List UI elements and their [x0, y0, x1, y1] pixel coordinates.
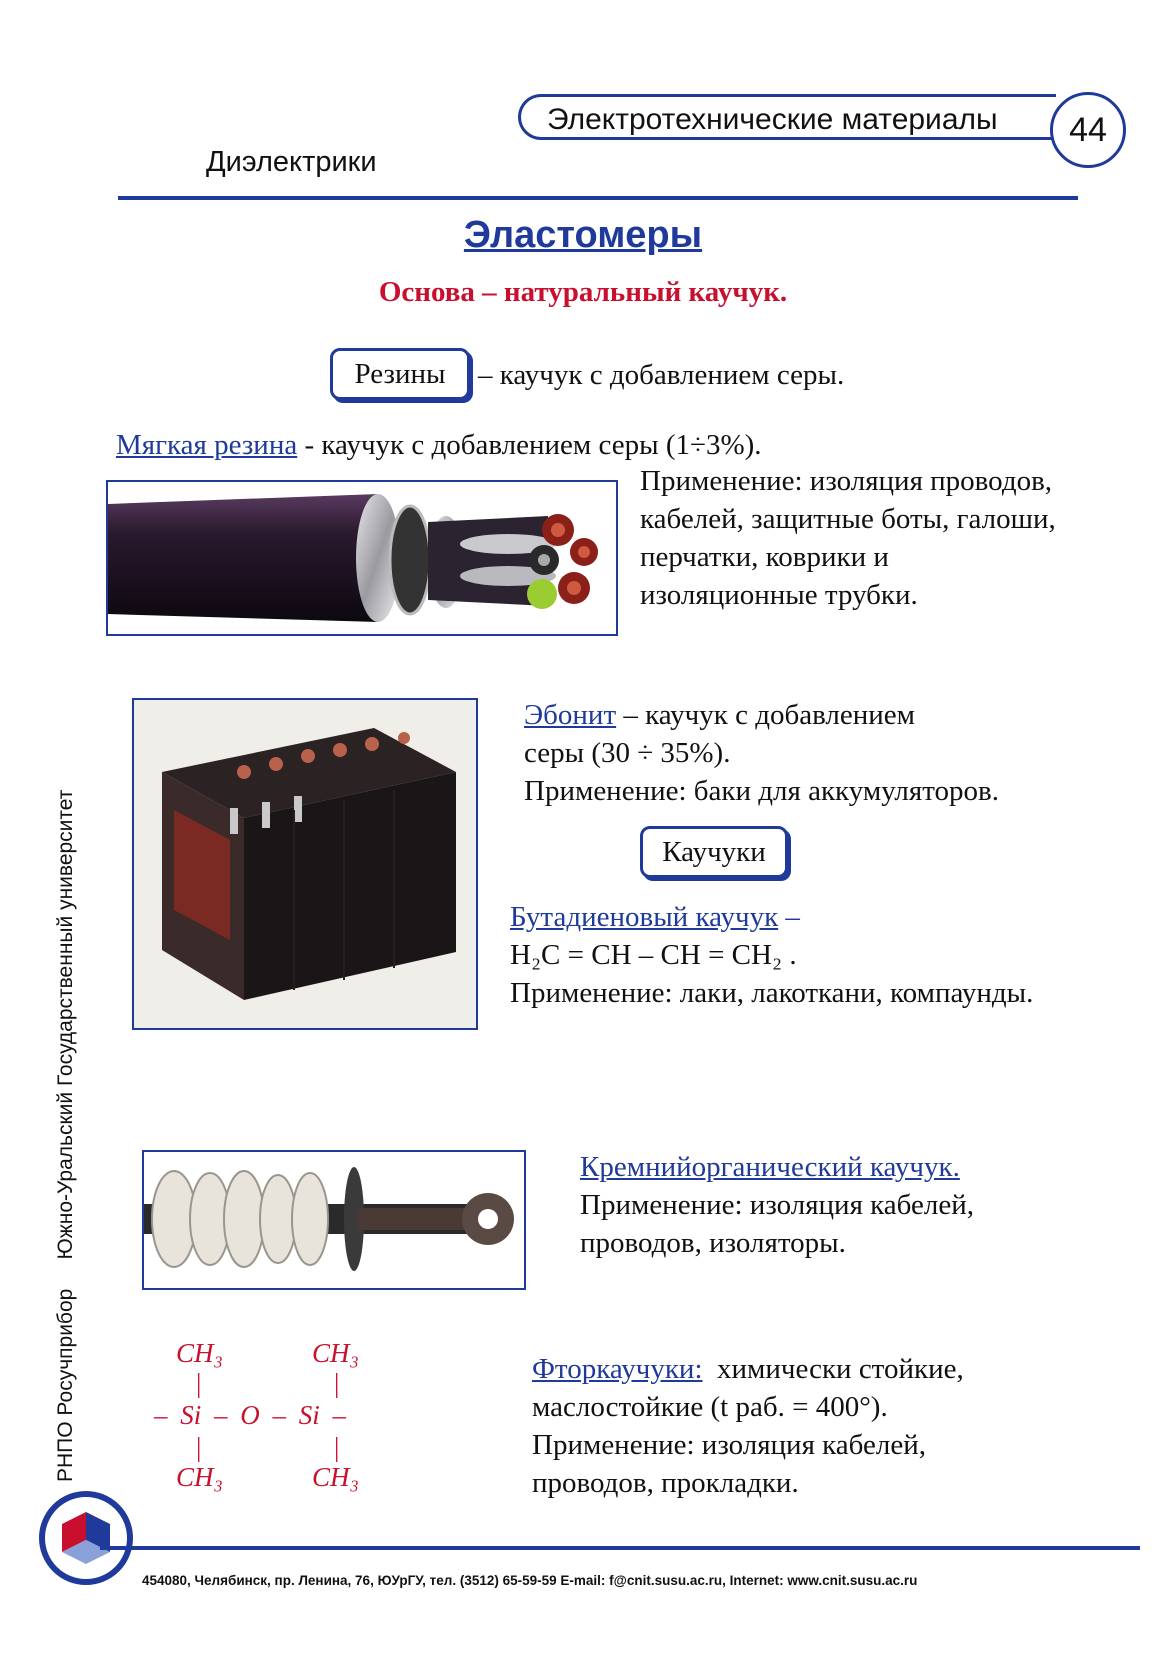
page-title: Эластомеры	[463, 214, 703, 256]
fluoro-term[interactable]: Фторкаучуки:	[532, 1353, 703, 1385]
soft-rubber-application-line: изоляционные трубки.	[640, 579, 918, 611]
page-number: 44	[1050, 92, 1126, 168]
section-title: Диэлектрики	[206, 146, 377, 178]
ebonite-block	[524, 696, 1144, 810]
formula-ch3-top-left: CH₃	[176, 1338, 223, 1368]
ebonite-line-1	[524, 696, 1144, 734]
fluoro-definition: химически стойкие,	[702, 1353, 964, 1385]
butadiene-dash: –	[778, 901, 800, 933]
battery-image	[132, 698, 478, 1030]
formula-ch3-bottom-left: CH₃	[176, 1462, 223, 1492]
header-top-line	[118, 196, 1078, 200]
footer-line	[100, 1546, 1140, 1550]
soft-rubber-application	[640, 462, 1160, 614]
formula-chain: – Si – O – Si –	[154, 1400, 347, 1430]
butadiene-line-1	[510, 898, 1150, 936]
formula-bond-top-right: |	[334, 1368, 340, 1398]
formula-bond-top-left: |	[196, 1368, 202, 1398]
sidebar-org-text: РНПО Росучприбор Южно-Уральский Государственный университет	[54, 789, 77, 1482]
ebonite-line-2: серы (30 ÷ 35%).	[524, 737, 731, 769]
butadiene-block	[510, 898, 1150, 1012]
footer-address: 454080, Челябинск, пр. Ленина, 76, ЮУрГУ, тел. (3512) 65-59-59 E-mail: f@cnit.susu.ac.ru, Internet: www.cnit.susu.ac.ru	[142, 1573, 918, 1588]
insulator-illustration	[144, 1152, 524, 1288]
cable-image	[106, 480, 618, 636]
formula-ch3-top-right: CH₃	[312, 1338, 359, 1368]
soft-rubber-application-line: Применение: изоляция проводов,	[640, 465, 1053, 497]
page-subtitle: Основа – натуральный каучук.	[378, 276, 788, 308]
fluoro-line-2: маслостойкие (t раб. = 400°).	[532, 1391, 888, 1423]
silicone-block	[580, 1148, 1140, 1262]
fluoro-application-line: проводов, прокладки.	[532, 1467, 799, 1499]
ebonite-application: Применение: баки для аккумуляторов.	[524, 775, 999, 807]
fluoro-application-line: Применение: изоляция кабелей,	[532, 1429, 927, 1461]
rubber-definition: – каучук с добавлением серы.	[478, 359, 845, 391]
ebonite-term[interactable]: Эбонит	[524, 699, 617, 731]
formula-ch3-bottom-right: CH₃	[312, 1462, 359, 1492]
soft-rubber-term[interactable]: Мягкая резина	[116, 429, 298, 461]
soft-rubber-line	[116, 426, 762, 464]
fluoro-block	[532, 1350, 1152, 1502]
fluoro-line-1	[532, 1350, 1152, 1388]
butadiene-term[interactable]: Бутадиеновый каучук	[510, 901, 779, 933]
soft-rubber-definition: - каучук с добавлением серы (1÷3%).	[297, 429, 762, 461]
formula-bond-bottom-left: |	[196, 1432, 202, 1462]
butadiene-formula: H₂C = CH – CH = CH₂ .	[510, 939, 797, 971]
battery-illustration	[134, 700, 476, 1028]
soft-rubber-application-line: кабелей, защитные боты, галоши,	[640, 503, 1056, 535]
butadiene-application: Применение: лаки, лакоткани, компаунды.	[510, 977, 1034, 1009]
formula-bond-bottom-right: |	[334, 1432, 340, 1462]
course-title: Электротехнические материалы	[518, 94, 1056, 140]
silicone-application-line: проводов, изоляторы.	[580, 1227, 846, 1259]
ebonite-definition: – каучук с добавлением	[616, 699, 916, 731]
logo-icon	[38, 1490, 134, 1586]
cable-illustration	[108, 482, 616, 634]
rubbers-badge: Каучуки	[640, 826, 788, 878]
silicone-term[interactable]: Кремнийорганический каучук.	[580, 1151, 960, 1183]
soft-rubber-application-line: перчатки, коврики и	[640, 541, 889, 573]
silicone-application-line: Применение: изоляция кабелей,	[580, 1189, 975, 1221]
rubber-badge: Резины	[330, 348, 470, 400]
insulator-image	[142, 1150, 526, 1290]
